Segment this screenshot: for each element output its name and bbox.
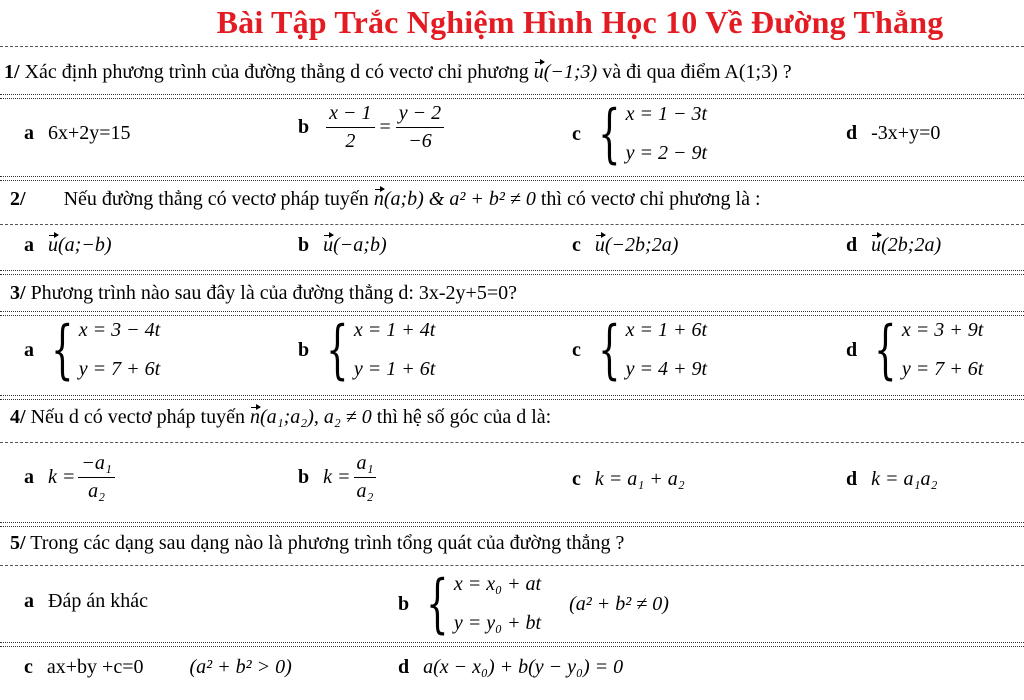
question-text: Xác định phương trình của đường thẳng d có vectơ chỉ phương <box>24 61 529 83</box>
question-1 <box>4 61 792 84</box>
question-text: Nếu d có vectơ pháp tuyến <box>30 406 245 428</box>
question-number: 2/ <box>10 188 26 210</box>
q3-option-b[interactable]: b { x = 1 + 4t y = 1 + 6t <box>298 313 436 387</box>
q2-option-c[interactable]: c u (−2b;2a) <box>572 234 679 256</box>
q1-option-d[interactable]: d -3x+y=0 <box>846 122 941 144</box>
q4-option-a[interactable]: a k = $\frac{\text{−a₁}}{\text{a₂}}$ <box>24 452 118 503</box>
q1-option-a[interactable]: a 6x+2y=15 <box>24 122 131 144</box>
divider <box>0 94 1024 99</box>
question-text-end: và đi qua điểm A(1;3) ? <box>602 61 792 83</box>
q3-options <box>0 313 1024 390</box>
divider <box>0 270 1024 275</box>
q1-option-c[interactable]: c { x = 1 − 3t y = 2 − 9t <box>572 97 708 171</box>
divider <box>0 395 1024 400</box>
q5-option-a[interactable]: a Đáp án khác <box>24 590 148 612</box>
vector-u: u <box>533 61 544 83</box>
vector-coords: (−1;3) <box>543 61 598 83</box>
q1-option-b[interactable]: b $\frac{x - 1}{2}$ = $\frac{y - 2}{-6}$ <box>298 102 447 153</box>
q4-option-c[interactable]: c k = a₁ + a₂ <box>572 468 685 490</box>
divider <box>0 46 1024 47</box>
divider <box>0 224 1024 225</box>
question-text-end: thì có vectơ chỉ phương là : <box>540 188 761 210</box>
question-text-end: thì hệ số góc của d là: <box>376 406 552 428</box>
q1-options <box>0 97 1024 171</box>
condition: (a;b) & a² + b² ≠ 0 <box>383 188 536 210</box>
question-3 <box>10 282 517 305</box>
q3-option-c[interactable]: c { x = 1 + 6t y = 4 + 9t <box>572 313 708 387</box>
q5-option-d[interactable]: d a(x − x₀) + b(y − y₀) = 0 <box>398 656 624 678</box>
equation-system: { x = 1 − 3t y = 2 − 9t <box>598 97 708 171</box>
q5-options-row2 <box>0 652 1024 692</box>
q2-option-a[interactable]: a u (a;−b) <box>24 234 112 256</box>
divider <box>0 522 1024 527</box>
q5-option-b[interactable]: b { x = x₀ + at y = y₀ + bt (a² + b² ≠ 0) <box>398 567 669 641</box>
question-text: Phương trình nào sau đây là của đường thẳng d: 3x-2y+5=0? <box>30 282 517 304</box>
question-4 <box>10 406 551 429</box>
condition: (a₁;a₂), a₂ ≠ 0 <box>259 406 372 428</box>
divider <box>0 176 1024 181</box>
q2-option-b[interactable]: b u (−a;b) <box>298 234 387 256</box>
divider <box>0 442 1024 443</box>
vector-n: n <box>373 188 384 210</box>
q2-options <box>0 232 1024 266</box>
divider <box>0 642 1024 647</box>
q4-option-d[interactable]: d k = a₁a₂ <box>846 468 938 490</box>
question-number: 3/ <box>10 282 26 304</box>
question-number: 5/ <box>10 532 26 554</box>
answer-text: 6x+2y=15 <box>48 122 131 144</box>
q4-options <box>0 450 1024 518</box>
question-number: 1/ <box>4 61 20 83</box>
q2-option-d[interactable]: d u (2b;2a) <box>846 234 942 256</box>
q5-options-row1 <box>0 567 1024 641</box>
divider <box>0 565 1024 566</box>
q3-option-a[interactable]: a { x = 3 − 4t y = 7 + 6t <box>24 313 161 387</box>
q5-option-c[interactable]: c ax+by +c=0 (a² + b² > 0) <box>24 656 292 678</box>
vector-n: n <box>249 406 260 428</box>
fraction: $\frac{y - 2}{-6}$ <box>396 102 444 153</box>
question-text: Trong các dạng sau dạng nào là phương trình tổng quát của đường thẳng ? <box>30 532 625 554</box>
fraction: $\frac{x - 1}{2}$ <box>326 102 374 153</box>
q3-option-d[interactable]: d { x = 3 + 9t y = 7 + 6t <box>846 313 984 387</box>
question-5 <box>10 532 624 555</box>
answer-text: -3x+y=0 <box>871 122 941 144</box>
question-2 <box>10 188 761 211</box>
question-number: 4/ <box>10 406 26 428</box>
question-text: Nếu đường thẳng có vectơ pháp tuyến <box>63 188 369 210</box>
q4-option-b[interactable]: b k = $\frac{\text{a₁}}{\text{a₂}}$ <box>298 452 379 503</box>
page-title: Bài Tập Trắc Nghiệm Hình Học 10 Về Đường Thẳng <box>216 4 944 40</box>
